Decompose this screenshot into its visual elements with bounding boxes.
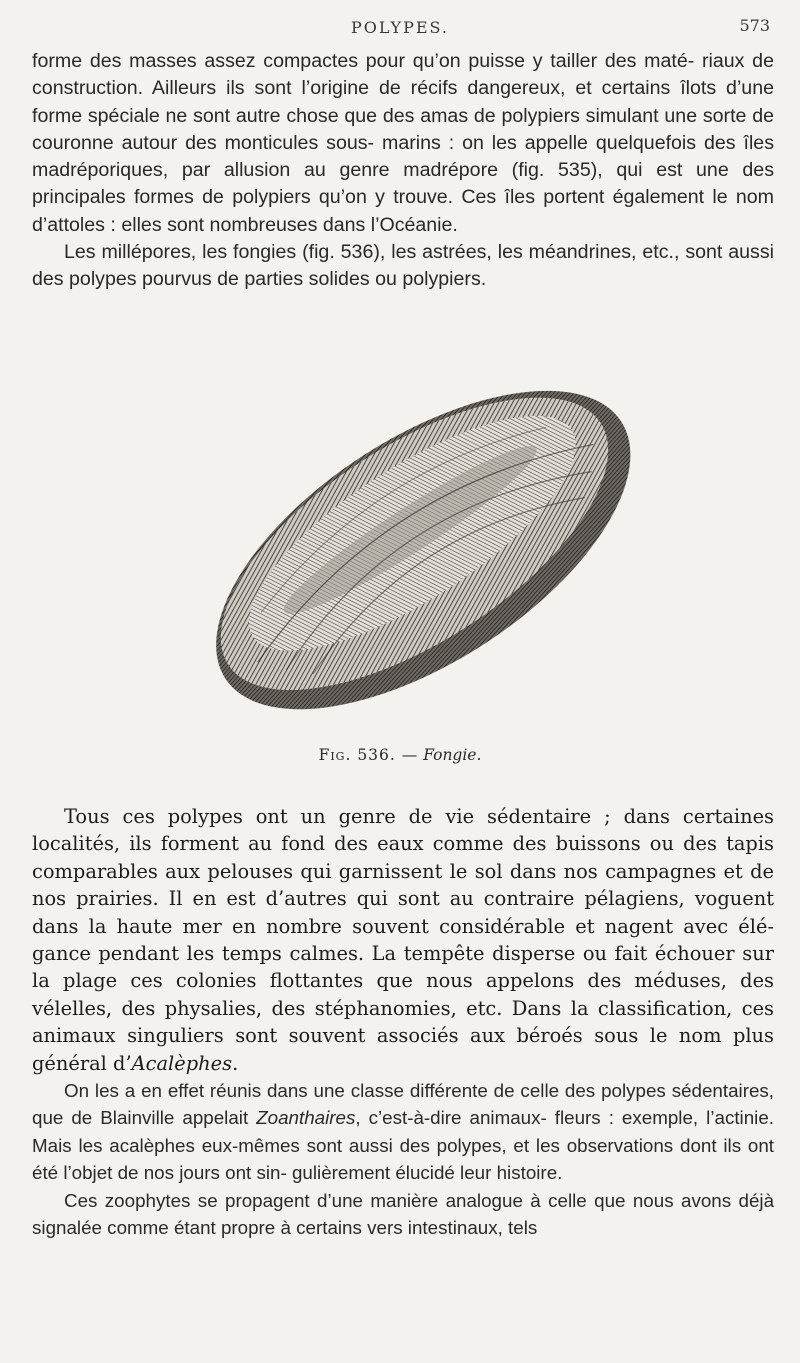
fungia-coral-engraving: [180, 355, 660, 735]
line: nos prairies. Il en est d’autres qui sont au contraire pélagiens, voguent: [32, 887, 774, 911]
taxon-zoanthaires: Zoanthaires: [256, 1107, 356, 1129]
line: localités, ils forment au fond des eaux comme des buissons ou des tapis: [32, 832, 774, 856]
line: polypiers simulant une sorte de couronne autour des monticules sous-: [32, 104, 774, 154]
line: Tous ces polypes ont un genre de vie sédentaire ; dans certaines: [64, 805, 774, 828]
line: dans la haute mer en nombre souvent considérable et nagent avec élé-: [32, 914, 774, 938]
line: ces animaux singuliers sont souvent associés aux béroés sous le nom: [32, 996, 775, 1048]
paragraph-2: [32, 239, 774, 294]
line: gulièrement élucidé leur histoire.: [291, 1162, 563, 1184]
line: Ces zoophytes se propagent d’une manière analogue à celle que nous: [64, 1189, 674, 1211]
line: des vélelles, des physalies, des stéphanomies, etc. Dans la classification,: [32, 969, 774, 1020]
line-text: , c’est-à-dire animaux-: [355, 1107, 547, 1129]
line: comparables aux pelouses qui garnissent le sol dans nos campagnes et de: [32, 859, 774, 883]
line: certains îlots d’une forme spéciale ne sont autre chose que des amas de: [32, 77, 774, 127]
line: forme des masses assez compactes pour qu’on puisse y tailler des maté-: [32, 50, 695, 72]
paragraph-3: [32, 803, 774, 1077]
top-text-block: [0, 48, 800, 294]
line: fleurs : exemple, l’actinie. Mais les acalèphes eux-mêmes sont aussi des: [32, 1107, 775, 1156]
page-number: 573: [739, 16, 770, 35]
line: marins : on les appelle quelquefois des îles madréporiques, par allusion: [32, 131, 774, 182]
paragraph-5: [32, 1187, 774, 1242]
line: au genre madrépore (fig. 535), qui est une des principales formes de: [32, 159, 774, 209]
line: avons déjà signalée comme étant propre à certains vers intestinaux, tels: [32, 1189, 775, 1239]
line-text: .: [232, 1051, 239, 1075]
line: Les millépores, les fongies (fig. 536), les astrées, les méandrines, etc.,: [64, 241, 680, 264]
line: polypes, et les observations dont ils ont été l’objet de nos jours ont sin-: [32, 1134, 775, 1184]
line: elles sont nombreuses dans l’Océanie.: [121, 213, 458, 236]
figure-caption: [0, 746, 800, 764]
line: On les a en effet réunis dans une classe différente de celle des polypes: [64, 1080, 666, 1102]
figure-label: Fig. 536. —: [318, 746, 419, 764]
line: polypiers qu’on y trouve. Ces îles portent également le nom d’attoles :: [32, 186, 774, 236]
line: sont aussi des polypes pourvus de parties solides ou polypiers.: [32, 241, 774, 291]
paragraph-4: [32, 1077, 774, 1187]
bottom-text-block: [0, 803, 800, 1242]
line-text: plus général d’: [32, 1024, 774, 1075]
running-head: POLYPES.: [351, 18, 449, 37]
line: gance pendant les temps calmes. La tempête disperse ou fait échouer: [32, 942, 735, 966]
line-text: sédentaires, que de Blainville appelait: [32, 1080, 775, 1129]
figure-name: Fongie.: [423, 746, 482, 764]
taxon-acalephes: Acalèphes: [131, 1051, 233, 1075]
paragraph-1: [32, 48, 774, 239]
line: riaux de construction. Ailleurs ils sont l’origine de récifs dangereux, et: [32, 50, 774, 100]
line: sur la plage ces colonies flottantes que nous appelons des méduses,: [32, 942, 774, 993]
